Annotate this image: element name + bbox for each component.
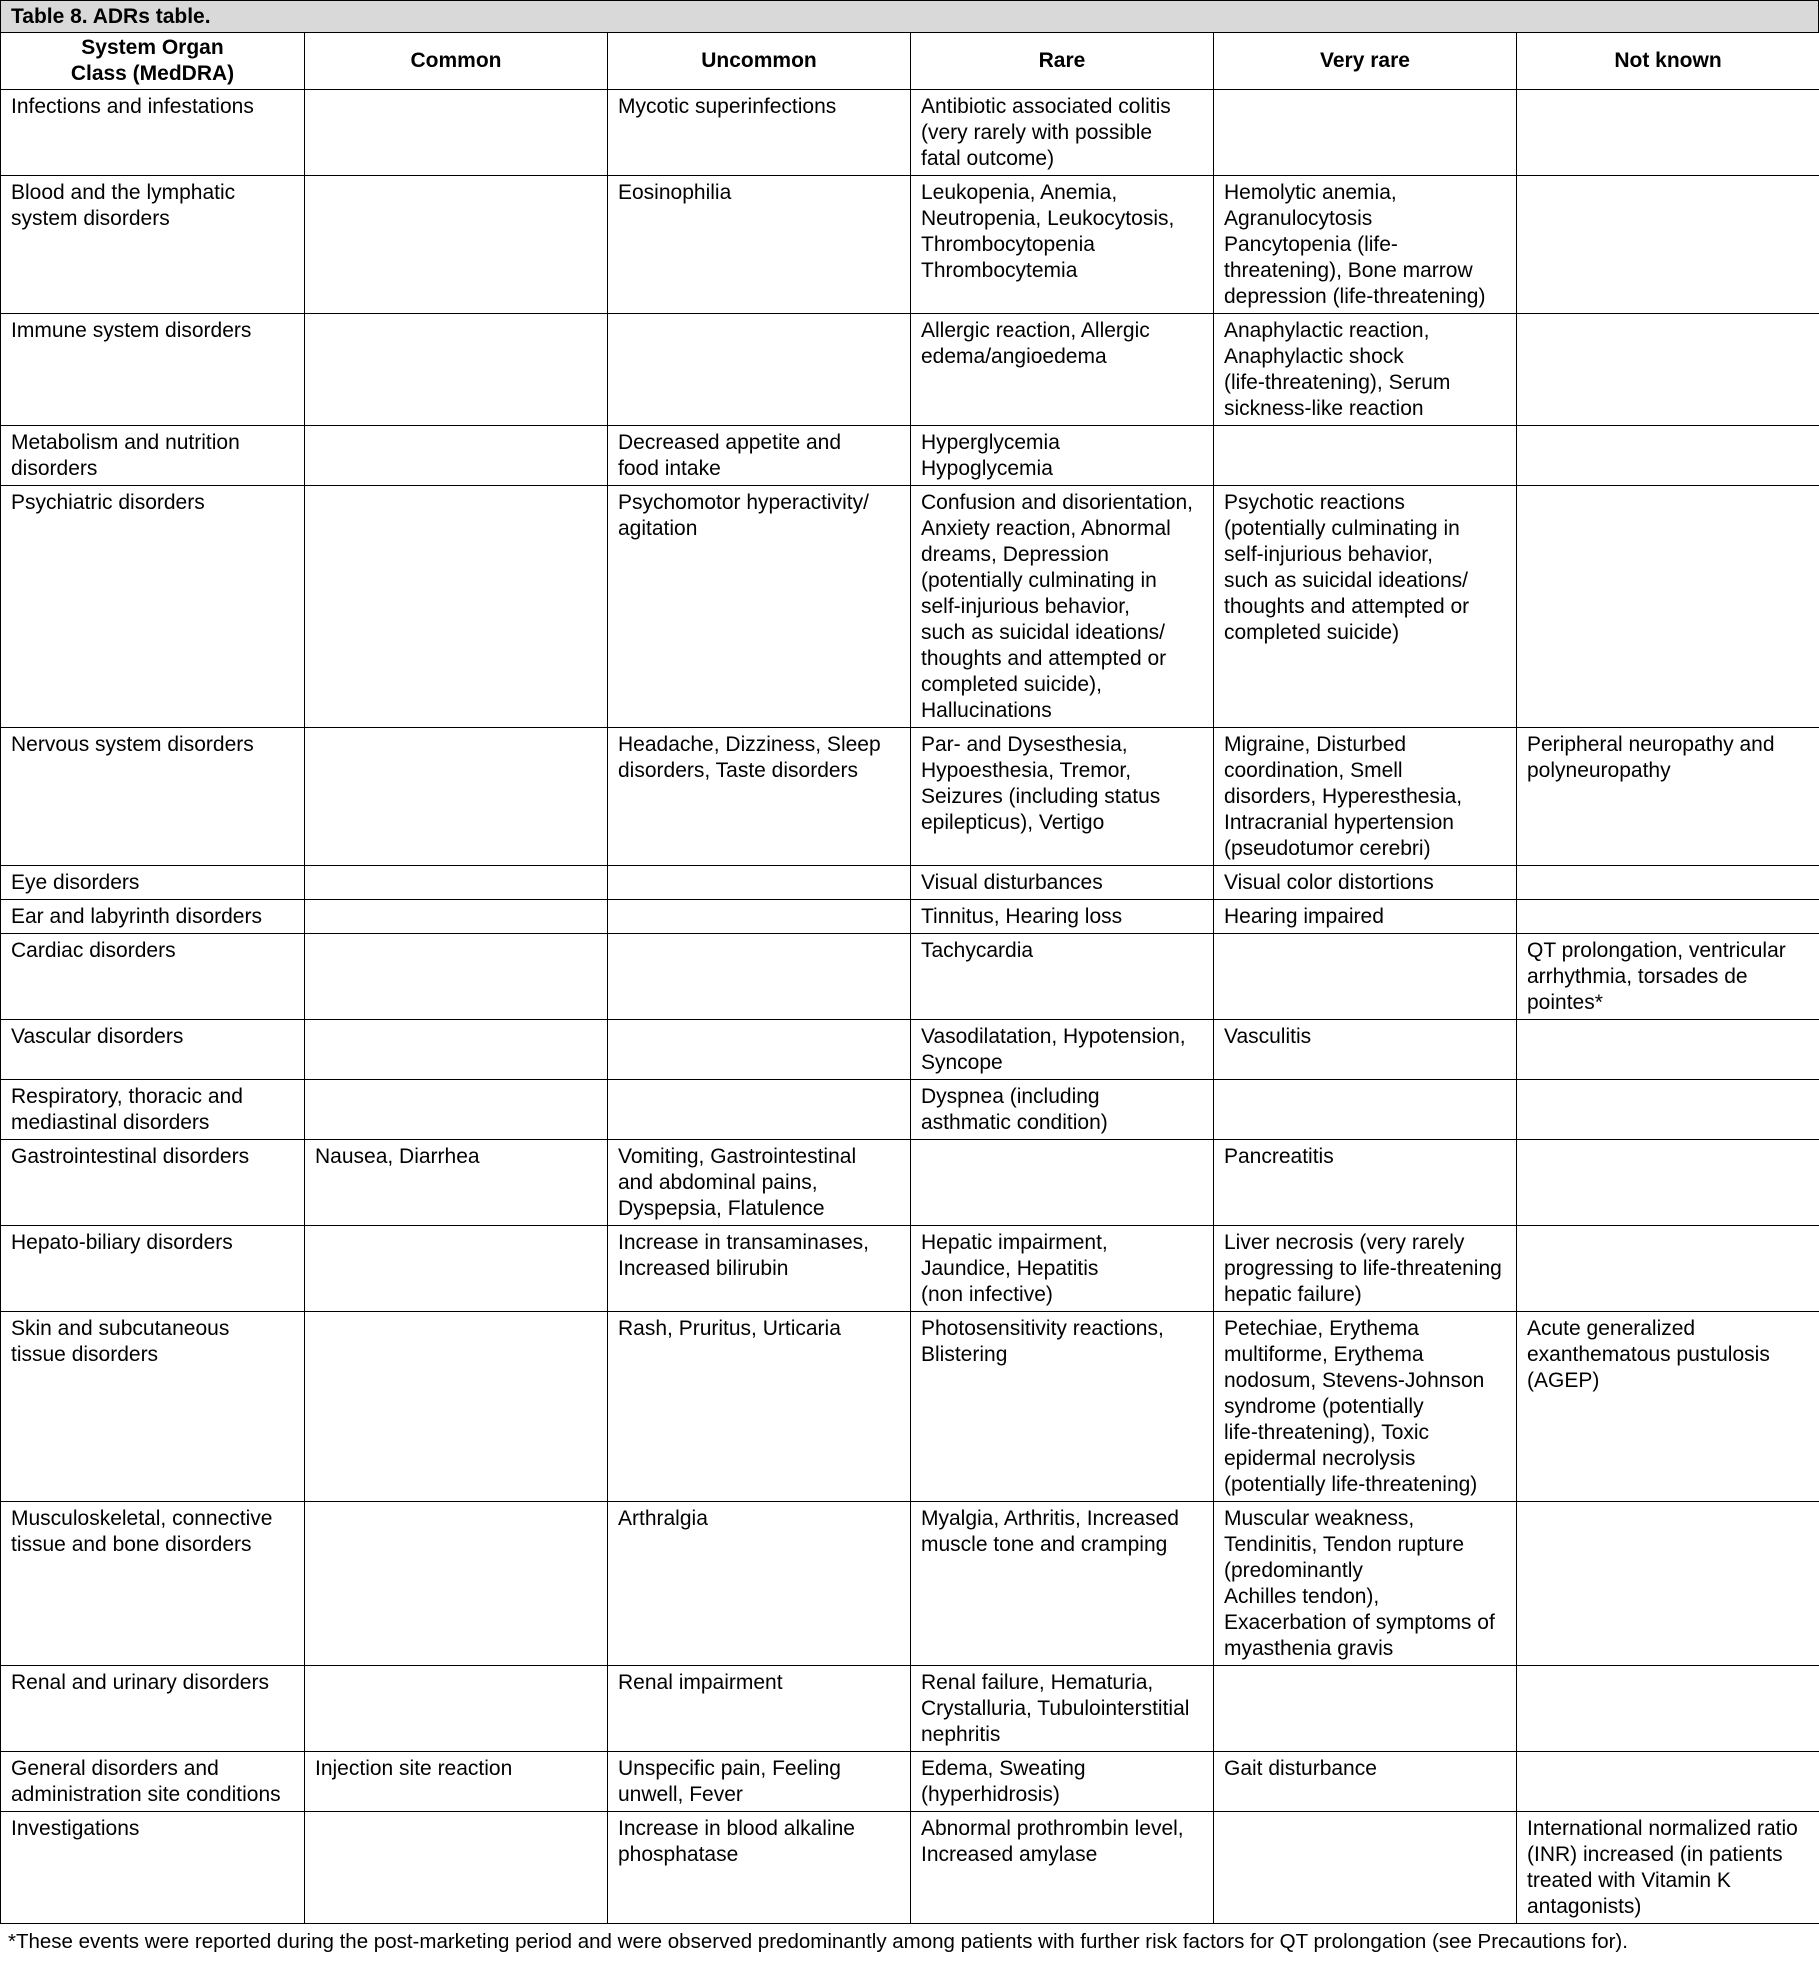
table-row: [1, 314, 1819, 426]
header-uncommon: Uncommon: [608, 33, 911, 90]
cell-common: [305, 486, 608, 728]
cell-common: [305, 314, 608, 426]
cell-system-organ-class: Musculoskeletal, connective tissue and bone disorders: [1, 1502, 305, 1666]
table-row: [1, 1752, 1819, 1812]
cell-very-rare: [1214, 1666, 1517, 1752]
cell-very-rare: Anaphylactic reaction, Anaphylactic shock (life-threatening), Serum sickness-like reaction: [1214, 314, 1517, 426]
table-row: [1, 1226, 1819, 1312]
cell-very-rare: Hearing impaired: [1214, 900, 1517, 934]
cell-common: [305, 176, 608, 314]
header-very-rare: Very rare: [1214, 33, 1517, 90]
cell-common: [305, 90, 608, 176]
table-row: [1, 1312, 1819, 1502]
cell-system-organ-class: Eye disorders: [1, 866, 305, 900]
cell-uncommon: Headache, Dizziness, Sleep disorders, Taste disorders: [608, 728, 911, 866]
cell-uncommon: Mycotic superinfections: [608, 90, 911, 176]
cell-very-rare: Liver necrosis (very rarely progressing to life-threatening hepatic failure): [1214, 1226, 1517, 1312]
cell-not-known: QT prolongation, ventricular arrhythmia, torsades de pointes*: [1517, 934, 1819, 1020]
cell-rare: [911, 1140, 1214, 1226]
cell-uncommon: [608, 900, 911, 934]
cell-not-known: Acute generalized exanthematous pustulosis (AGEP): [1517, 1312, 1819, 1502]
table-row: [1, 866, 1819, 900]
cell-uncommon: Unspecific pain, Feeling unwell, Fever: [608, 1752, 911, 1812]
cell-common: [305, 1226, 608, 1312]
cell-common: Injection site reaction: [305, 1752, 608, 1812]
table-row: [1, 1140, 1819, 1226]
cell-not-known: [1517, 1752, 1819, 1812]
cell-very-rare: [1214, 90, 1517, 176]
cell-uncommon: Increase in transaminases, Increased bilirubin: [608, 1226, 911, 1312]
table-row: [1, 728, 1819, 866]
cell-uncommon: Renal impairment: [608, 1666, 911, 1752]
cell-uncommon: Eosinophilia: [608, 176, 911, 314]
cell-very-rare: Visual color distortions: [1214, 866, 1517, 900]
cell-common: [305, 1666, 608, 1752]
cell-rare: Photosensitivity reactions, Blistering: [911, 1312, 1214, 1502]
cell-rare: Antibiotic associated colitis (very rarely with possible fatal outcome): [911, 90, 1214, 176]
cell-rare: Edema, Sweating (hyperhidrosis): [911, 1752, 1214, 1812]
cell-rare: Par- and Dysesthesia, Hypoesthesia, Tremor, Seizures (including status epilepticus), Vertigo: [911, 728, 1214, 866]
cell-system-organ-class: Renal and urinary disorders: [1, 1666, 305, 1752]
cell-uncommon: [608, 934, 911, 1020]
table-row: [1, 934, 1819, 1020]
cell-system-organ-class: Investigations: [1, 1812, 305, 1924]
cell-not-known: International normalized ratio (INR) increased (in patients treated with Vitamin K antagonists): [1517, 1812, 1819, 1924]
cell-uncommon: Psychomotor hyperactivity/ agitation: [608, 486, 911, 728]
cell-not-known: [1517, 90, 1819, 176]
table-row: [1, 426, 1819, 486]
cell-common: [305, 1020, 608, 1080]
cell-system-organ-class: General disorders and administration site conditions: [1, 1752, 305, 1812]
cell-common: [305, 1502, 608, 1666]
header-system-organ-class: System Organ Class (MedDRA): [1, 33, 305, 90]
cell-very-rare: Migraine, Disturbed coordination, Smell disorders, Hyperesthesia, Intracranial hypertension (pseudotumor cerebri): [1214, 728, 1517, 866]
cell-uncommon: Vomiting, Gastrointestinal and abdominal pains, Dyspepsia, Flatulence: [608, 1140, 911, 1226]
cell-uncommon: [608, 1080, 911, 1140]
cell-system-organ-class: Vascular disorders: [1, 1020, 305, 1080]
cell-not-known: [1517, 426, 1819, 486]
cell-uncommon: Arthralgia: [608, 1502, 911, 1666]
table-row: [1, 1502, 1819, 1666]
cell-common: [305, 866, 608, 900]
cell-common: [305, 1812, 608, 1924]
table-row: [1, 1666, 1819, 1752]
cell-uncommon: [608, 866, 911, 900]
table-caption: Table 8. ADRs table.: [0, 0, 1819, 32]
cell-not-known: Peripheral neuropathy and polyneuropathy: [1517, 728, 1819, 866]
table-row: [1, 1812, 1819, 1924]
cell-common: [305, 1080, 608, 1140]
header-common: Common: [305, 33, 608, 90]
cell-very-rare: Vasculitis: [1214, 1020, 1517, 1080]
table-footnote: *These events were reported during the post-marketing period and were observed predominantly among patients with further risk factors for QT prolongation (see Precautions for).: [8, 1930, 1628, 1953]
header-rare: Rare: [911, 33, 1214, 90]
cell-uncommon: Decreased appetite and food intake: [608, 426, 911, 486]
cell-uncommon: Rash, Pruritus, Urticaria: [608, 1312, 911, 1502]
cell-rare: Renal failure, Hematuria, Crystalluria, Tubulointerstitial nephritis: [911, 1666, 1214, 1752]
cell-system-organ-class: Blood and the lymphatic system disorders: [1, 176, 305, 314]
cell-rare: Hepatic impairment, Jaundice, Hepatitis (non infective): [911, 1226, 1214, 1312]
cell-not-known: [1517, 1020, 1819, 1080]
cell-rare: Myalgia, Arthritis, Increased muscle tone and cramping: [911, 1502, 1214, 1666]
cell-system-organ-class: Gastrointestinal disorders: [1, 1140, 305, 1226]
cell-common: [305, 934, 608, 1020]
cell-very-rare: Petechiae, Erythema multiforme, Erythema nodosum, Stevens-Johnson syndrome (potentially life-threatening), Toxic epidermal necrolysis (potentially life-threatening): [1214, 1312, 1517, 1502]
cell-very-rare: Gait disturbance: [1214, 1752, 1517, 1812]
cell-system-organ-class: Skin and subcutaneous tissue disorders: [1, 1312, 305, 1502]
cell-not-known: [1517, 486, 1819, 728]
cell-rare: Tinnitus, Hearing loss: [911, 900, 1214, 934]
cell-rare: Dyspnea (including asthmatic condition): [911, 1080, 1214, 1140]
cell-system-organ-class: Ear and labyrinth disorders: [1, 900, 305, 934]
cell-not-known: [1517, 866, 1819, 900]
table-row: [1, 486, 1819, 728]
cell-common: [305, 900, 608, 934]
cell-uncommon: Increase in blood alkaline phosphatase: [608, 1812, 911, 1924]
adr-table: [0, 32, 1819, 1924]
cell-not-known: [1517, 1502, 1819, 1666]
cell-rare: Abnormal prothrombin level, Increased amylase: [911, 1812, 1214, 1924]
cell-very-rare: [1214, 1080, 1517, 1140]
cell-uncommon: [608, 314, 911, 426]
table-row: [1, 1020, 1819, 1080]
cell-very-rare: Psychotic reactions (potentially culminating in self-injurious behavior, such as suicidal ideations/ thoughts and attempted or completed suicide): [1214, 486, 1517, 728]
table-row: [1, 1080, 1819, 1140]
cell-system-organ-class: Infections and infestations: [1, 90, 305, 176]
cell-rare: Visual disturbances: [911, 866, 1214, 900]
cell-rare: Confusion and disorientation, Anxiety reaction, Abnormal dreams, Depression (potentially culminating in self-injurious behavior, such as suicidal ideations/ thoughts and attempted or completed suicide), Hallucinations: [911, 486, 1214, 728]
cell-not-known: [1517, 1226, 1819, 1312]
cell-rare: Leukopenia, Anemia, Neutropenia, Leukocytosis, Thrombocytopenia Thrombocytemia: [911, 176, 1214, 314]
table-row: [1, 900, 1819, 934]
cell-system-organ-class: Cardiac disorders: [1, 934, 305, 1020]
cell-very-rare: [1214, 934, 1517, 1020]
cell-system-organ-class: Respiratory, thoracic and mediastinal disorders: [1, 1080, 305, 1140]
table-row: [1, 176, 1819, 314]
cell-rare: Allergic reaction, Allergic edema/angioedema: [911, 314, 1214, 426]
cell-uncommon: [608, 1020, 911, 1080]
cell-system-organ-class: Nervous system disorders: [1, 728, 305, 866]
header-not-known: Not known: [1517, 33, 1819, 90]
cell-system-organ-class: Hepato-biliary disorders: [1, 1226, 305, 1312]
cell-very-rare: Pancreatitis: [1214, 1140, 1517, 1226]
cell-very-rare: Muscular weakness, Tendinitis, Tendon rupture (predominantly Achilles tendon), Exacerbation of symptoms of myasthenia gravis: [1214, 1502, 1517, 1666]
cell-system-organ-class: Psychiatric disorders: [1, 486, 305, 728]
cell-very-rare: Hemolytic anemia, Agranulocytosis Pancytopenia (life- threatening), Bone marrow depression (life-threatening): [1214, 176, 1517, 314]
cell-common: Nausea, Diarrhea: [305, 1140, 608, 1226]
cell-not-known: [1517, 1140, 1819, 1226]
cell-common: [305, 426, 608, 486]
header-row: [1, 33, 1819, 90]
cell-not-known: [1517, 900, 1819, 934]
cell-not-known: [1517, 1080, 1819, 1140]
cell-system-organ-class: Metabolism and nutrition disorders: [1, 426, 305, 486]
cell-rare: Tachycardia: [911, 934, 1214, 1020]
cell-rare: Hyperglycemia Hypoglycemia: [911, 426, 1214, 486]
cell-rare: Vasodilatation, Hypotension, Syncope: [911, 1020, 1214, 1080]
cell-not-known: [1517, 314, 1819, 426]
table-body: [1, 90, 1819, 1924]
table-row: [1, 90, 1819, 176]
cell-not-known: [1517, 176, 1819, 314]
cell-very-rare: [1214, 1812, 1517, 1924]
cell-not-known: [1517, 1666, 1819, 1752]
cell-system-organ-class: Immune system disorders: [1, 314, 305, 426]
cell-common: [305, 728, 608, 866]
cell-very-rare: [1214, 426, 1517, 486]
cell-common: [305, 1312, 608, 1502]
